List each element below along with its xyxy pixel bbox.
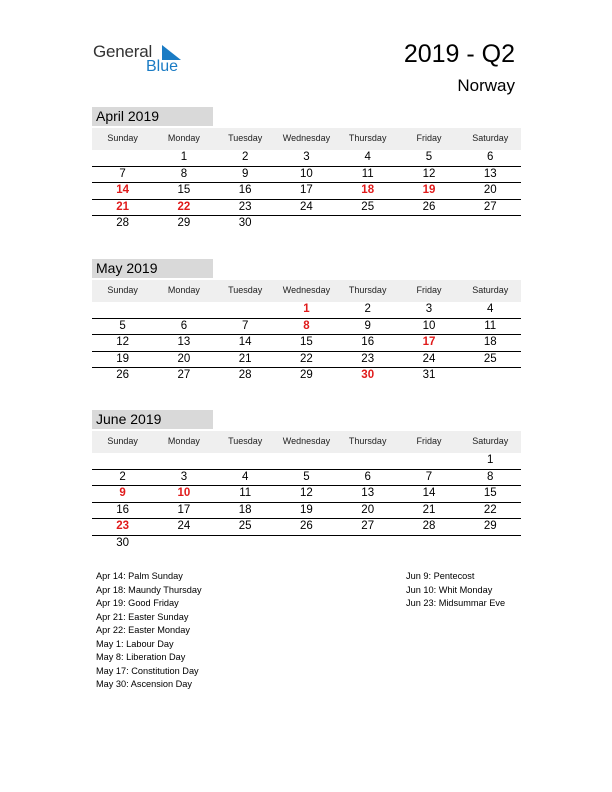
weekday-header-row: [92, 280, 521, 302]
weekday-label: Thursday: [348, 285, 387, 295]
day-cell: 2: [241, 151, 249, 163]
day-cell: 9: [119, 487, 126, 500]
week-row: [92, 519, 521, 536]
day-cell: 20: [483, 184, 497, 197]
day-cell: 15: [177, 184, 191, 197]
day-cell: 11: [484, 319, 497, 332]
day-cell: 1: [303, 303, 310, 315]
day-cell: [153, 536, 214, 553]
weekday-label: Wednesday: [282, 133, 331, 143]
day-cell: 11: [361, 167, 374, 180]
week-row: [92, 167, 521, 184]
weekday-label: Monday: [167, 436, 200, 446]
day-cell: [398, 453, 459, 469]
day-cell: 20: [177, 352, 191, 365]
week-row: [92, 302, 521, 319]
day-cell: [337, 536, 398, 553]
weekday-label: Sunday: [107, 285, 138, 295]
day-cell: 16: [116, 503, 130, 516]
day-cell: 7: [119, 167, 126, 180]
day-cell: 1: [487, 454, 494, 466]
day-cell: 10: [300, 167, 313, 180]
day-cell: [92, 302, 153, 318]
day-cell: 19: [116, 352, 130, 365]
week-row: [92, 335, 521, 352]
day-cell: 3: [303, 151, 310, 163]
day-cell: 26: [422, 200, 436, 213]
day-cell: 6: [364, 470, 371, 483]
day-cell: 3: [425, 303, 433, 315]
day-cell: 26: [116, 369, 130, 382]
day-cell: [337, 453, 398, 469]
day-cell: [92, 453, 153, 469]
day-cell: 2: [364, 303, 371, 315]
day-cell: [276, 453, 337, 469]
day-cell: 21: [238, 352, 252, 365]
month-name: May 2019: [92, 259, 213, 278]
day-cell: 12: [422, 167, 436, 180]
day-cell: 17: [177, 503, 191, 516]
holiday-entry: Jun 9: Pentecost: [406, 571, 475, 581]
day-cell: 6: [487, 151, 494, 163]
holiday-entry: Apr 18: Maundy Thursday: [96, 584, 202, 595]
day-cell: 29: [300, 369, 313, 382]
month-name: April 2019: [92, 107, 213, 126]
weekday-label: Wednesday: [282, 285, 331, 295]
day-cell: [337, 216, 398, 233]
holiday-list-column-2: [406, 570, 505, 611]
day-cell: 8: [180, 167, 188, 180]
weekday-label: Monday: [167, 133, 200, 143]
day-cell: 23: [116, 520, 130, 533]
day-cell: 16: [361, 336, 375, 349]
day-cell: 21: [116, 200, 130, 213]
day-cell: 4: [487, 303, 494, 315]
day-cell: 27: [361, 520, 375, 533]
month-block: [92, 410, 521, 553]
day-cell: 28: [116, 217, 130, 230]
holiday-entry: Apr 21: Easter Sunday: [96, 611, 189, 622]
day-cell: 9: [364, 319, 371, 332]
week-row: [92, 352, 521, 369]
weekday-label: Wednesday: [282, 436, 331, 446]
day-cell: 17: [422, 336, 436, 349]
day-cell: 24: [177, 520, 191, 533]
day-cell: 9: [241, 167, 249, 180]
holiday-entry: Jun 10: Whit Monday: [406, 584, 493, 595]
day-cell: 5: [119, 319, 126, 332]
day-cell: 19: [300, 503, 313, 516]
holiday-entry: Jun 23: Midsummar Eve: [406, 598, 506, 608]
day-cell: 31: [422, 369, 436, 382]
weekday-label: Sunday: [107, 133, 138, 143]
weekday-label: Saturday: [472, 285, 509, 295]
day-cell: 25: [238, 520, 252, 533]
day-cell: 25: [361, 200, 375, 213]
weekday-label: Tuesday: [228, 436, 263, 446]
day-cell: 22: [483, 503, 497, 516]
day-cell: 15: [483, 487, 497, 500]
day-cell: 12: [116, 336, 130, 349]
weekday-label: Sunday: [107, 436, 138, 446]
day-cell: [215, 453, 276, 469]
day-cell: 5: [303, 470, 310, 483]
page-title: 2019 - Q2: [403, 40, 515, 68]
day-cell: 13: [483, 167, 497, 180]
day-cell: 30: [116, 536, 130, 549]
day-cell: [276, 536, 337, 553]
week-row: [92, 183, 521, 200]
logo-general-text: General: [93, 42, 153, 61]
holiday-entry: May 8: Liberation Day: [96, 652, 186, 662]
day-cell: [398, 216, 459, 233]
weekday-label: Tuesday: [228, 285, 263, 295]
weekday-header-row: [92, 128, 521, 150]
week-row: [92, 150, 521, 167]
day-cell: 8: [487, 470, 494, 483]
day-cell: 14: [238, 336, 252, 349]
day-cell: 14: [116, 184, 130, 197]
weekday-label: Saturday: [472, 133, 509, 143]
day-cell: 13: [361, 487, 375, 500]
day-cell: 7: [425, 470, 433, 483]
day-cell: 6: [180, 319, 188, 332]
day-cell: 29: [177, 217, 191, 230]
day-cell: 13: [177, 336, 191, 349]
month-block: [92, 107, 521, 233]
day-cell: 15: [300, 336, 313, 349]
day-cell: 11: [239, 487, 252, 500]
day-cell: 14: [422, 487, 436, 500]
weekday-label: Tuesday: [228, 133, 263, 143]
day-cell: 29: [483, 520, 497, 533]
weekday-label: Thursday: [348, 133, 387, 143]
day-cell: 22: [177, 200, 191, 213]
month-block: [92, 259, 521, 385]
day-cell: [398, 536, 459, 553]
week-row: [92, 200, 521, 217]
holiday-list-column-1: [96, 570, 202, 692]
holiday-entry: May 30: Ascension Day: [96, 679, 193, 689]
week-row: [92, 216, 521, 233]
day-cell: [153, 453, 214, 469]
day-cell: 30: [361, 369, 375, 382]
day-cell: 24: [300, 200, 313, 213]
day-cell: [276, 216, 337, 233]
holiday-entry: May 1: Labour Day: [96, 638, 174, 649]
day-cell: 21: [422, 503, 436, 516]
day-cell: [215, 302, 276, 318]
day-cell: 16: [238, 184, 252, 197]
day-cell: 27: [483, 200, 497, 213]
week-row: [92, 470, 521, 487]
day-cell: 3: [180, 470, 188, 483]
day-cell: 26: [300, 520, 313, 533]
weekday-label: Thursday: [348, 436, 387, 446]
weekday-label: Friday: [416, 133, 442, 143]
day-cell: 23: [361, 352, 375, 365]
week-row: [92, 319, 521, 336]
day-cell: 1: [180, 151, 188, 163]
day-cell: 28: [238, 369, 252, 382]
week-row: [92, 486, 521, 503]
day-cell: [460, 216, 521, 233]
holiday-entry: Apr 14: Palm Sunday: [96, 571, 183, 581]
week-row: [92, 536, 521, 553]
day-cell: 17: [300, 184, 313, 197]
country-name: Norway: [457, 76, 515, 95]
day-cell: 18: [361, 184, 375, 197]
day-cell: 10: [422, 319, 436, 332]
day-cell: 27: [177, 369, 191, 382]
day-cell: 25: [483, 352, 497, 365]
day-cell: 8: [303, 319, 310, 332]
month-name: June 2019: [92, 410, 213, 429]
logo: [93, 42, 193, 78]
day-cell: [460, 368, 521, 385]
day-cell: 19: [422, 184, 436, 197]
week-row: [92, 503, 521, 520]
day-cell: 10: [177, 487, 191, 500]
holiday-entry: Apr 22: Easter Monday: [96, 625, 190, 635]
day-cell: 5: [425, 151, 433, 163]
weekday-header-row: [92, 431, 521, 453]
day-cell: [215, 536, 276, 553]
weekday-label: Saturday: [472, 436, 509, 446]
day-cell: 23: [238, 200, 252, 213]
week-row: [92, 368, 521, 385]
day-cell: 28: [422, 520, 436, 533]
day-cell: 18: [238, 503, 252, 516]
holiday-entry: May 17: Constitution Day: [96, 665, 199, 676]
day-cell: [460, 536, 521, 553]
day-cell: 2: [119, 470, 126, 483]
day-cell: 12: [300, 487, 313, 500]
day-cell: 20: [361, 503, 375, 516]
weekday-label: Monday: [167, 285, 200, 295]
day-cell: 22: [300, 352, 313, 365]
day-cell: 30: [238, 217, 252, 230]
day-cell: 18: [483, 336, 497, 349]
weekday-label: Friday: [416, 436, 442, 446]
day-cell: 24: [422, 352, 436, 365]
day-cell: 4: [364, 151, 371, 163]
weekday-label: Friday: [416, 285, 442, 295]
holiday-entry: Apr 19: Good Friday: [96, 598, 179, 608]
day-cell: 7: [241, 319, 249, 332]
logo-blue-text: Blue: [146, 58, 179, 75]
day-cell: 4: [241, 470, 249, 483]
week-row: [92, 453, 521, 470]
day-cell: [153, 302, 214, 318]
day-cell: [92, 150, 153, 166]
